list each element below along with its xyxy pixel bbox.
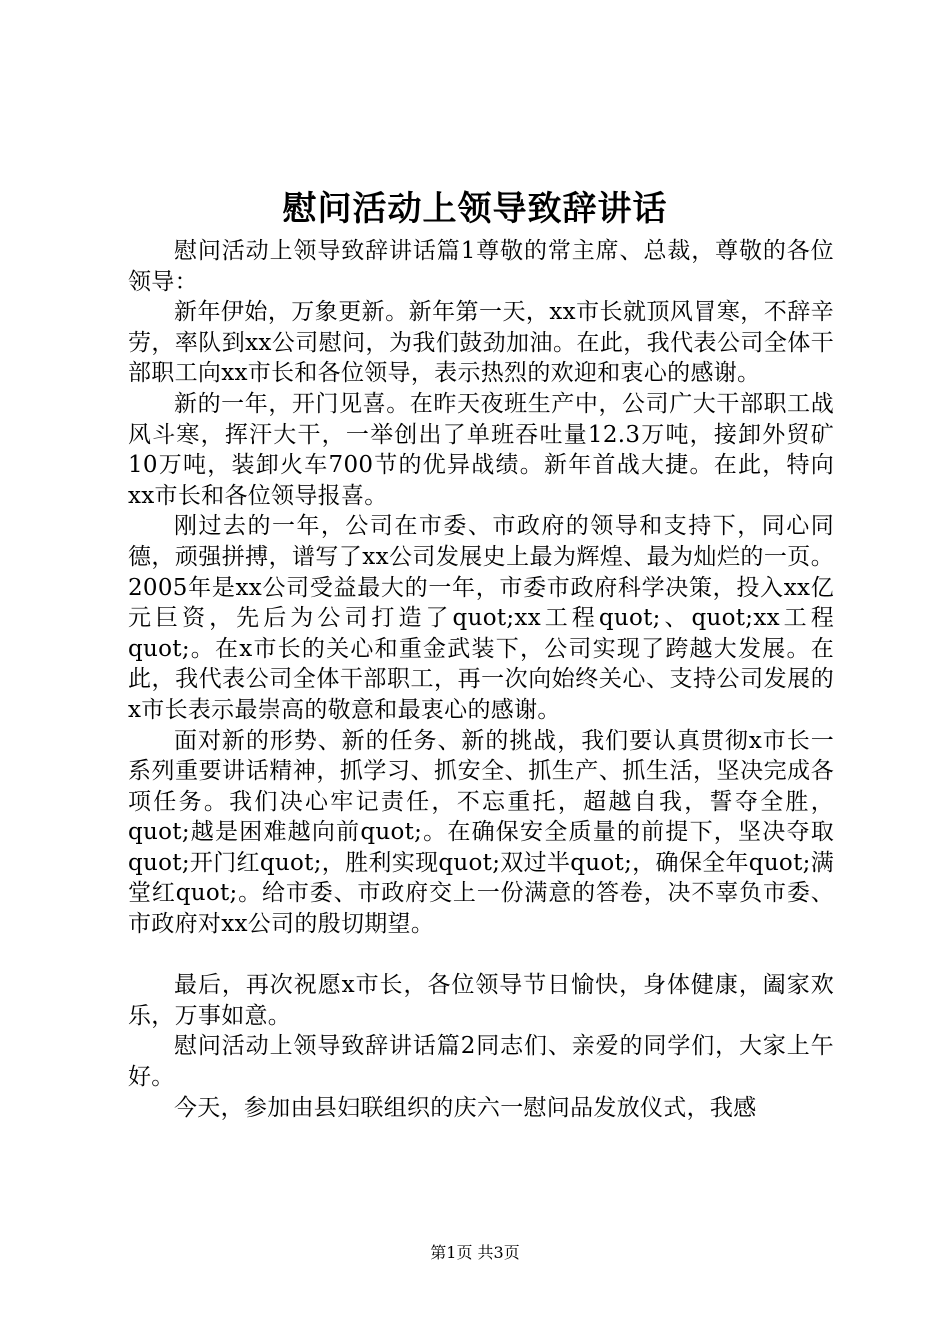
paragraph-speech-2-intro: 今天，参加由县妇联组织的庆六一慰问品发放仪式，我感 — [174, 1094, 757, 1121]
paragraph-speech-2-greeting: 慰问活动上领导致辞讲话篇2同志们、亲爱的同学们，大家上午好。 — [128, 1033, 834, 1091]
paragraph-new-challenges: 面对新的形势、新的任务、新的挑战，我们要认真贯彻x市长一系列重要讲话精神，抓学习、抓安全、抓生产、抓生活，坚决完成各项任务。我们决心牢记责任，不忘重托，超越自我，誓夺全胜，quot;越是困难越向前quot;。在确保安全质量的前提下，坚决夺取quot;开门红quot;，胜利实现quot;双过半quot;，确保全年quot;满堂红quot;。给市委、市政府交上一份满意的答卷，决不辜负市委、市政府对xx公司的殷切期望。 — [128, 727, 834, 938]
document-title: 慰问活动上领导致辞讲话 — [282, 189, 668, 229]
paragraph-past-year: 刚过去的一年，公司在市委、市政府的领导和支持下，同心同德，顽强拼搏，谱写了xx公司发展史上最为辉煌、最为灿烂的一页。2005年是xx公司受益最大的一年，市委市政府科学决策，投入xx亿元巨资，先后为公司打造了quot;xx工程quot;、quot;xx工程quot;。在x市长的关心和重金武装下，公司实现了跨越大发展。在此，我代表公司全体干部职工，再一次向始终关心、支持公司发展的x市长表示最崇高的敬意和最衷心的感谢。 — [128, 513, 834, 723]
document-body — [128, 236, 834, 1123]
paragraph-greeting: 慰问活动上领导致辞讲话篇1尊敬的常主席、总裁，尊敬的各位领导： — [128, 238, 834, 295]
paragraph-closing-wishes: 最后，再次祝愿x市长，各位领导节日愉快，身体健康，阖家欢乐，万事如意。 — [128, 972, 834, 1029]
paragraph-spacer — [128, 940, 834, 971]
paragraph-new-year: 新年伊始，万象更新。新年第一天，xx市长就顶风冒寒，不辞辛劳，率队到xx公司慰问，为我们鼓劲加油。在此，我代表公司全体干部职工向xx市长和各位领导，表示热烈的欢迎和衷心的感谢。 — [128, 299, 834, 387]
page-number: 第1页 共3页 — [430, 1243, 520, 1262]
paragraph-good-news: 新的一年，开门见喜。在昨天夜班生产中，公司广大干部职工战风斗寒，挥汗大干，一举创出了单班吞吐量12.3万吨，接卸外贸矿10万吨，装卸火车700节的优异战绩。新年首战大捷。在此，特向xx市长和各位领导报喜。 — [128, 390, 834, 509]
